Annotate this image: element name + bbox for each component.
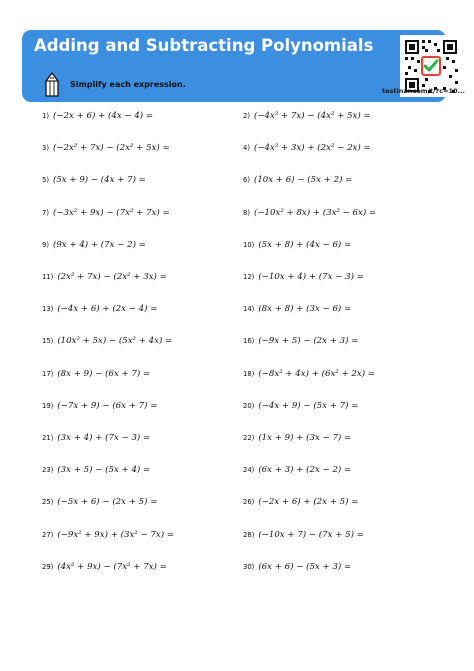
problem-expression: (−4x² + 7x) − (4x² + 5x) = bbox=[253, 111, 371, 121]
problem-item bbox=[42, 108, 153, 124]
problem-item bbox=[243, 559, 351, 575]
problem-expression: (−2x + 6) + (2x + 5) = bbox=[258, 497, 359, 508]
problem-number: 1) bbox=[42, 112, 49, 120]
problem-expression: (5x + 8) + (4x − 6) = bbox=[258, 239, 352, 250]
problem-item bbox=[42, 559, 167, 575]
problem-number: 12) bbox=[243, 273, 255, 281]
problem-item bbox=[243, 301, 351, 317]
problem-item bbox=[243, 398, 358, 414]
problem-number: 28) bbox=[243, 530, 255, 539]
problem-number: 13) bbox=[42, 305, 54, 314]
qr-url-text[interactable]: testinar.com/t/?c=10... bbox=[382, 87, 465, 95]
problem-item bbox=[243, 527, 364, 543]
problem-expression: (−10x² + 8x) + (3x² − 6x) = bbox=[253, 207, 377, 218]
problem-item bbox=[42, 237, 146, 253]
problem-item bbox=[42, 269, 167, 285]
problem-item bbox=[243, 462, 351, 478]
problem-item bbox=[243, 172, 352, 188]
worksheet-title: Adding and Subtracting Polynomials bbox=[34, 36, 374, 55]
problem-expression: (2x² + 7x) − (2x² + 3x) = bbox=[57, 272, 167, 282]
problem-expression: (−3x² + 9x) − (7x² + 7x) = bbox=[52, 207, 170, 218]
problem-expression: (5x + 9) − (4x + 7) = bbox=[52, 175, 146, 186]
problem-number: 24) bbox=[243, 466, 255, 475]
problem-number: 14) bbox=[243, 305, 255, 314]
problem-expression: (10x + 6) − (5x + 2) = bbox=[253, 175, 353, 186]
problem-number: 23) bbox=[42, 466, 54, 475]
problem-item bbox=[243, 237, 351, 253]
problem-number: 22) bbox=[243, 434, 255, 442]
problem-expression: (9x + 4) + (7x − 2) = bbox=[52, 239, 146, 250]
problem-item bbox=[42, 527, 174, 543]
problem-number: 2) bbox=[243, 112, 250, 120]
problem-number: 10) bbox=[243, 240, 255, 249]
problem-number: 25) bbox=[42, 498, 54, 507]
problem-expression: (−7x + 9) − (6x + 7) = bbox=[57, 400, 158, 411]
problem-item bbox=[42, 301, 157, 317]
problem-number: 15) bbox=[42, 337, 54, 346]
problem-number: 8) bbox=[243, 208, 250, 217]
problem-expression: (−4x + 9) − (5x + 7) = bbox=[258, 400, 359, 411]
problem-item bbox=[243, 366, 375, 382]
problem-expression: (−9x² + 9x) + (3x² − 7x) = bbox=[57, 529, 174, 540]
problem-expression: (6x + 3) + (2x − 2) = bbox=[258, 465, 352, 476]
problem-expression: (8x + 9) − (6x + 7) = bbox=[57, 368, 151, 379]
problem-item bbox=[243, 494, 358, 510]
problem-number: 9) bbox=[42, 240, 49, 249]
problem-expression: (−8x² + 4x) + (6x² + 2x) = bbox=[258, 368, 375, 379]
problem-item bbox=[243, 205, 376, 221]
problem-expression: (−10x + 4) + (7x − 3) = bbox=[258, 272, 364, 282]
problem-number: 21) bbox=[42, 434, 54, 442]
problem-number: 3) bbox=[42, 144, 49, 153]
problem-item bbox=[42, 462, 150, 478]
problem-number: 5) bbox=[42, 176, 49, 185]
problem-item bbox=[42, 494, 157, 510]
problem-number: 11) bbox=[42, 273, 54, 281]
problem-item bbox=[42, 140, 170, 156]
problem-number: 29) bbox=[42, 562, 54, 571]
problem-expression: (3x + 5) − (5x + 4) = bbox=[57, 465, 151, 476]
problem-item bbox=[243, 140, 371, 156]
instruction-text: Simplify each expression. bbox=[70, 80, 186, 89]
problem-number: 26) bbox=[243, 498, 255, 507]
problem-expression: (−2x + 6) + (4x − 4) = bbox=[52, 111, 154, 121]
problem-item bbox=[243, 430, 351, 446]
problem-expression: (4x² + 9x) − (7x² + 7x) = bbox=[57, 561, 167, 572]
problem-number: 30) bbox=[243, 562, 255, 571]
problem-expression: (−4x + 6) + (2x − 4) = bbox=[57, 304, 158, 315]
problem-item bbox=[243, 269, 364, 285]
problem-expression: (1x + 9) + (3x − 7) = bbox=[258, 433, 352, 443]
problem-expression: (−2x² + 7x) − (2x² + 5x) = bbox=[52, 143, 170, 154]
problem-expression: (8x + 8) + (3x − 6) = bbox=[258, 304, 352, 315]
problem-item bbox=[42, 172, 146, 188]
problem-expression: (3x + 4) + (7x − 3) = bbox=[57, 433, 151, 443]
problem-number: 20) bbox=[243, 401, 255, 410]
problem-number: 4) bbox=[243, 144, 250, 153]
problem-item bbox=[42, 333, 172, 349]
problem-number: 7) bbox=[42, 208, 49, 217]
problem-item bbox=[42, 205, 170, 221]
problem-number: 6) bbox=[243, 176, 250, 185]
problem-expression: (6x + 6) − (5x + 3) = bbox=[258, 561, 352, 572]
problem-expression: (−4x² + 3x) + (2x² − 2x) = bbox=[253, 143, 371, 154]
problem-item bbox=[42, 430, 150, 446]
problem-item bbox=[243, 333, 358, 349]
problem-number: 27) bbox=[42, 530, 54, 539]
problem-item bbox=[42, 398, 157, 414]
problem-number: 19) bbox=[42, 401, 54, 410]
problem-expression: (−5x + 6) − (2x + 5) = bbox=[57, 497, 158, 508]
problem-expression: (10x² + 5x) − (5x² + 4x) = bbox=[57, 336, 173, 347]
problem-expression: (−10x + 7) − (7x + 5) = bbox=[258, 529, 364, 540]
problem-item bbox=[243, 108, 371, 124]
problem-number: 18) bbox=[243, 369, 255, 378]
problem-number: 16) bbox=[243, 337, 255, 346]
problem-number: 17) bbox=[42, 369, 54, 378]
problem-item bbox=[42, 366, 150, 382]
problem-expression: (−9x + 5) − (2x + 3) = bbox=[258, 336, 359, 347]
